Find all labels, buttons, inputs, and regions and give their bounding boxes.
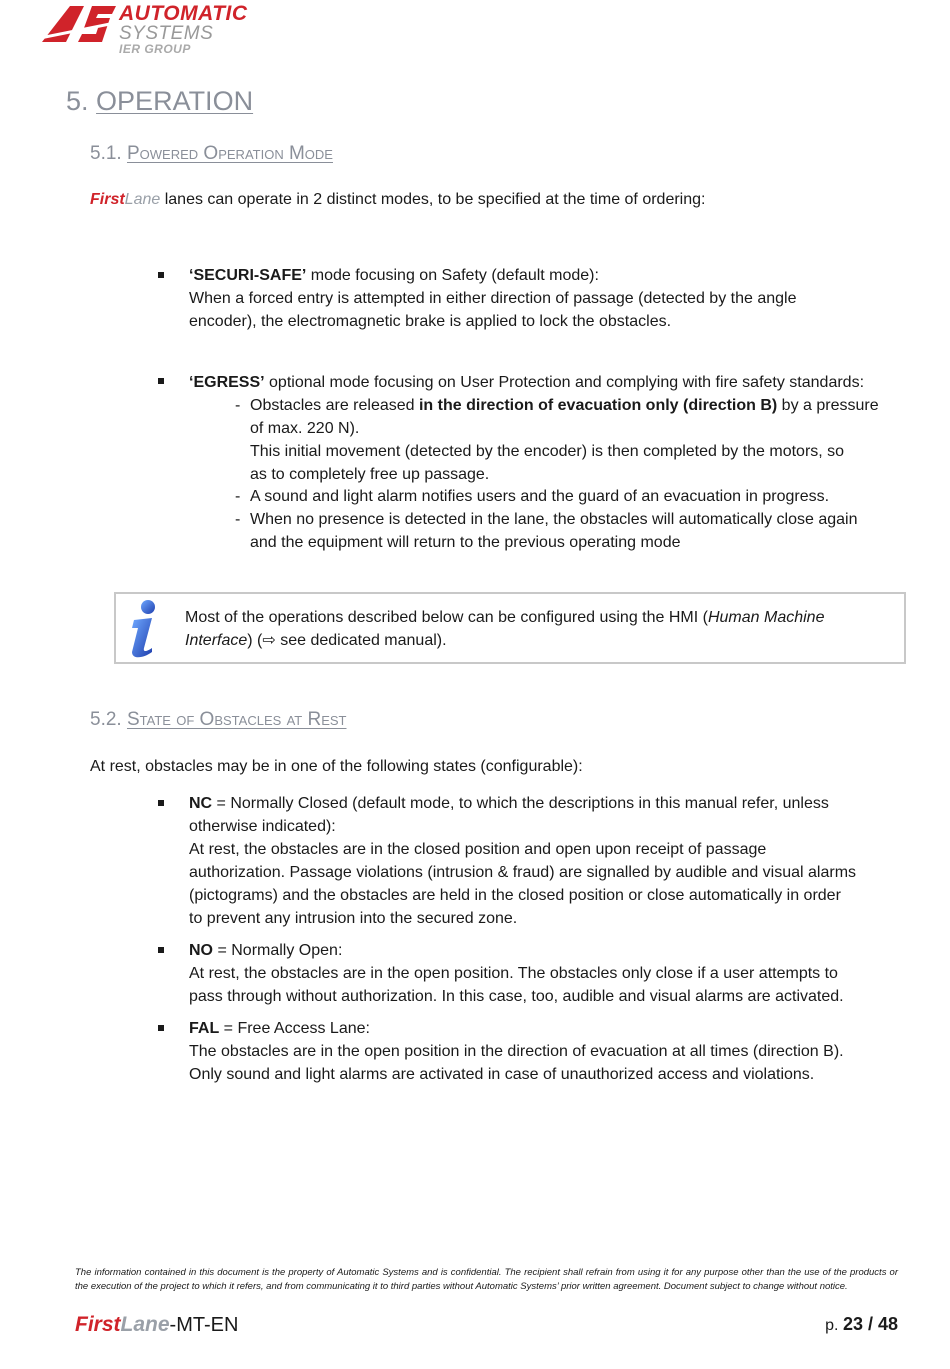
- company-logo: [40, 2, 248, 58]
- point-line: When no presence is detected in the lane, the obstacles will automatically close again: [250, 511, 858, 528]
- document-code: [75, 1312, 238, 1338]
- egress-point-2: A sound and light alarm notifies users and the guard of an evacuation in progress.: [250, 488, 830, 505]
- logo-line-3: IER GROUP: [119, 42, 191, 56]
- mode-name: ‘SECURI-SAFE’: [189, 267, 307, 284]
- info-italic: Human Machine: [707, 609, 825, 626]
- mode-desc: optional mode focusing on User Protection and complying with fire safety standards:: [264, 374, 865, 391]
- brand-first: First: [75, 1313, 121, 1336]
- state-line: At rest, the obstacles are in the closed position and open upon receipt of passage: [189, 841, 767, 858]
- info-icon: [122, 598, 162, 660]
- subsection-heading-5-2: [90, 708, 347, 732]
- point-line: of max. 220 N).: [250, 420, 360, 437]
- state-line: The obstacles are in the open position in the direction of evacuation at all times (direction B).: [189, 1043, 844, 1060]
- section-number: 5.: [66, 86, 89, 116]
- subsection-title: Powered Operation Mode: [126, 143, 333, 164]
- mode-egress: [189, 371, 919, 394]
- arrow-right-icon: ⇨: [262, 632, 276, 649]
- state-no: [189, 939, 909, 1008]
- state-line: At rest, the obstacles are in the open position. The obstacles only close if a user attempts to: [189, 965, 838, 982]
- point-bold: in the direction of evacuation only (direction B): [418, 397, 778, 414]
- logo-line-1: AUTOMATIC: [119, 2, 248, 25]
- dash-icon: -: [235, 488, 241, 505]
- rest-intro: At rest, obstacles may be in one of the following states (configurable):: [90, 758, 583, 775]
- bullet-icon: [158, 947, 164, 953]
- bullet-icon: [158, 1025, 164, 1031]
- state-code: NO: [189, 942, 213, 959]
- state-code: FAL: [189, 1020, 220, 1037]
- info-line: see dedicated manual).: [275, 632, 447, 649]
- egress-point-3: [250, 508, 910, 554]
- section-heading: [66, 84, 253, 118]
- brand-first: First: [90, 191, 125, 208]
- mode-name: ‘EGRESS’: [189, 374, 265, 391]
- state-line: Only sound and light alarms are activated in case of unauthorized access and violations.: [189, 1066, 815, 1083]
- intro-text: lanes can operate in 2 distinct modes, to be specified at the time of ordering:: [160, 191, 706, 208]
- point-text: Obstacles are released: [250, 397, 419, 414]
- state-line: = Normally Open:: [213, 942, 343, 959]
- mode-line: encoder), the electromagnetic brake is applied to lock the obstacles.: [189, 313, 672, 330]
- point-line: This initial movement (detected by the encoder) is then completed by the motors, so: [250, 443, 845, 460]
- page-number: [825, 1312, 898, 1338]
- egress-point-1: [250, 394, 910, 486]
- mode-line: When a forced entry is attempted in either direction of passage (detected by the angle: [189, 290, 797, 307]
- state-nc: [189, 792, 909, 930]
- bullet-icon: [158, 272, 164, 278]
- logo-line-2: SYSTEMS: [119, 23, 214, 44]
- state-line: pass through without authorization. In this case, too, audible and visual alarms are activated.: [189, 988, 844, 1005]
- state-line: to prevent any intrusion into the secured zone.: [189, 910, 518, 927]
- mode-securi-safe: [189, 264, 909, 333]
- bullet-icon: [158, 378, 164, 384]
- info-line: ) (: [247, 632, 263, 649]
- point-line: as to completely free up passage.: [250, 466, 490, 483]
- mode-desc: mode focusing on Safety (default mode):: [306, 267, 599, 284]
- subsection-title: State of Obstacles at Rest: [126, 709, 347, 730]
- subsection-heading-5-1: [90, 142, 333, 166]
- info-italic: Interface: [185, 632, 248, 649]
- info-line: Most of the operations described below can be configured using the HMI (: [185, 609, 708, 626]
- point-text: by a pressure: [777, 397, 879, 414]
- state-fal: [189, 1017, 909, 1086]
- state-line: (pictograms) and the obstacles are held in the closed position or close automatically in order: [189, 887, 841, 904]
- logo-mark-icon: [40, 2, 120, 46]
- intro-paragraph: [90, 188, 705, 211]
- state-line: otherwise indicated):: [189, 818, 336, 835]
- confidentiality-note: The information contained in this document is the property of Automatic Systems and is confidential. The recipient shall refrain from using it for any purpose other than the use of the products or the execution of the project to which it refers, and from communicating it to third parties without Automatic Systems’ prior written agreement. Document subject to change without notice.: [75, 1267, 898, 1292]
- state-line: = Normally Closed (default mode, to which the descriptions in this manual refer, unless: [212, 795, 829, 812]
- dash-icon: -: [235, 397, 241, 414]
- doc-suffix: -MT-EN: [169, 1314, 239, 1336]
- brand-lane: Lane: [120, 1313, 170, 1336]
- page-prefix: p.: [825, 1317, 843, 1334]
- page-value: 23 / 48: [842, 1314, 898, 1334]
- state-code: NC: [189, 795, 213, 812]
- subsection-number: 5.1.: [90, 143, 122, 164]
- state-line: = Free Access Lane:: [219, 1020, 370, 1037]
- section-title: OPERATION: [96, 86, 254, 116]
- state-line: authorization. Passage violations (intrusion & fraud) are signalled by audible and visual alarms: [189, 864, 857, 881]
- bullet-icon: [158, 800, 164, 806]
- info-text: [185, 606, 897, 652]
- dash-icon: -: [235, 511, 241, 528]
- point-line: and the equipment will return to the previous operating mode: [250, 534, 681, 551]
- subsection-number: 5.2.: [90, 709, 122, 730]
- brand-lane: Lane: [124, 191, 161, 208]
